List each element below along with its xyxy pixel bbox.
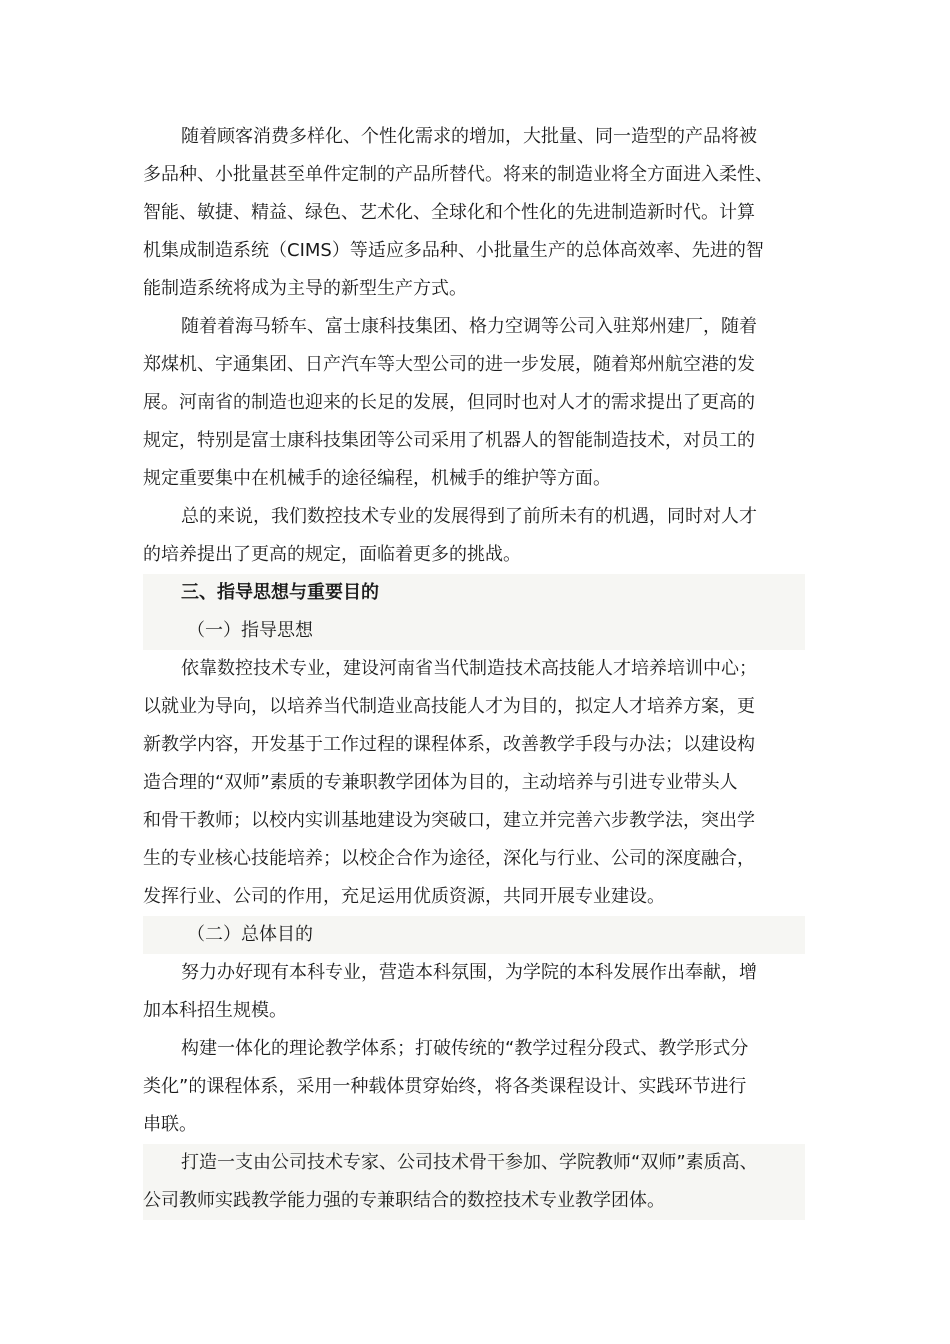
paragraph-line: 发挥行业、公司的作用，充足运用优质资源，共同开展专业建设。 <box>143 886 665 907</box>
paragraph-line: 造合理的“双师”素质的专兼职教学团体为目的，主动培养与引进专业带头人 <box>143 772 738 793</box>
paragraph-line: 智能、敏捷、精益、绿色、艺术化、全球化和个性化的先进制造新时代。计算 <box>143 202 755 223</box>
subheading-guiding-thought: （一）指导思想 <box>187 620 313 641</box>
paragraph-manufacturing-trend <box>143 118 805 308</box>
paragraph-line: 依靠数控技术专业，建设河南省当代制造技术高技能人才培养培训中心； <box>181 658 757 679</box>
paragraph-line: 生的专业核心技能培养；以校企合作为途径，深化与行业、公司的深度融合， <box>143 848 755 869</box>
paragraph-teaching-system <box>143 1030 805 1144</box>
paragraph-line: 总的来说，我们数控技术专业的发展得到了前所未有的机遇，同时对人才 <box>181 506 757 527</box>
paragraph-line: 努力办好现有本科专业，营造本科氛围，为学院的本科发展作出奉献，增 <box>181 962 757 983</box>
paragraph-undergraduate <box>143 954 805 1030</box>
paragraph-line: 机集成制造系统（CIMS）等适应多品种、小批量生产的总体高效率、先进的智 <box>143 240 764 261</box>
paragraph-line: 规定重要集中在机械手的途径编程，机械手的维护等方面。 <box>143 468 611 489</box>
paragraph-line: 和骨干教师；以校内实训基地建设为突破口，建立并完善六步教学法，突出学 <box>143 810 755 831</box>
section-heading-block <box>143 574 805 612</box>
paragraph-line: 公司教师实践教学能力强的专兼职结合的数控技术专业教学团体。 <box>143 1190 665 1211</box>
paragraph-line: 加本科招生规模。 <box>143 1000 287 1021</box>
paragraph-line: 以就业为导向，以培养当代制造业高技能人才为目的，拟定人才培养方案，更 <box>143 696 755 717</box>
subheading-guiding-thought-block <box>143 612 805 650</box>
paragraph-line: 类化”的课程体系，采用一种载体贯穿始终，将各类课程设计、实践环节进行 <box>143 1076 747 1097</box>
paragraph-henan-development <box>143 308 805 498</box>
subheading-overall-goal: （二）总体目的 <box>187 924 313 945</box>
paragraph-summary <box>143 498 805 574</box>
paragraph-teaching-team <box>143 1144 805 1220</box>
paragraph-line: 随着顾客消费多样化、个性化需求的增加，大批量、同一造型的产品将被 <box>181 126 757 147</box>
paragraph-line: 的培养提出了更高的规定，面临着更多的挑战。 <box>143 544 521 565</box>
paragraph-line: 打造一支由公司技术专家、公司技术骨干参加、学院教师“双师”素质高、 <box>181 1152 758 1173</box>
paragraph-line: 展。河南省的制造也迎来的长足的发展，但同时也对人才的需求提出了更高的 <box>143 392 755 413</box>
paragraph-line: 郑煤机、宇通集团、日产汽车等大型公司的进一步发展，随着郑州航空港的发 <box>143 354 755 375</box>
paragraph-line: 构建一体化的理论教学体系；打破传统的“教学过程分段式、教学形式分 <box>181 1038 749 1059</box>
section-heading: 三、指导思想与重要目的 <box>181 582 379 603</box>
paragraph-line: 多品种、小批量甚至单件定制的产品所替代。将来的制造业将全方面进入柔性、 <box>143 164 773 185</box>
paragraph-line: 能制造系统将成为主导的新型生产方式。 <box>143 278 467 299</box>
paragraph-line: 随着着海马轿车、富士康科技集团、格力空调等公司入驻郑州建厂，随着 <box>181 316 757 337</box>
subheading-overall-goal-block <box>143 916 805 954</box>
paragraph-line: 串联。 <box>143 1114 197 1135</box>
paragraph-line: 规定，特别是富士康科技集团等公司采用了机器人的智能制造技术，对员工的 <box>143 430 755 451</box>
paragraph-line: 新教学内容，开发基于工作过程的课程体系，改善教学手段与办法；以建设构 <box>143 734 755 755</box>
paragraph-guiding-thought <box>143 650 805 916</box>
